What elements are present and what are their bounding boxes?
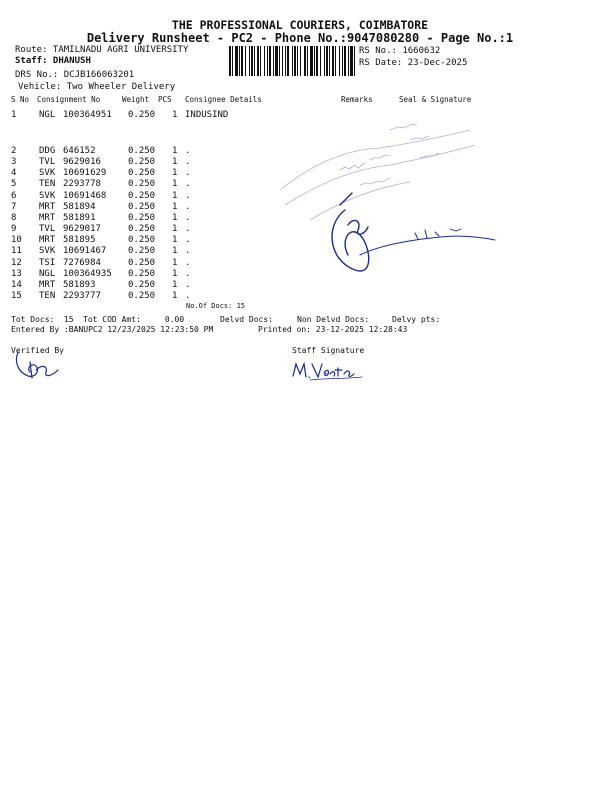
row-consignment-prefix: SVK — [39, 190, 56, 201]
staff-signature-label: Staff Signature — [292, 346, 365, 355]
row-consignee: . — [185, 279, 191, 290]
row-pcs: 1 — [172, 212, 178, 223]
row-sno: 6 — [11, 190, 17, 201]
row-consignment-prefix: MRT — [39, 201, 56, 212]
row-consignment-prefix: MRT — [39, 235, 56, 246]
row-consignment-number: 581894 — [63, 201, 96, 212]
header-pcs: PCS — [158, 95, 172, 104]
row-consignee: . — [185, 168, 191, 179]
drs-number: DRS No.: DCJB166063201 — [15, 70, 135, 80]
header-weight: Weight — [122, 95, 150, 104]
row-consignment-prefix: MRT — [39, 212, 56, 223]
row-pcs: 1 — [172, 279, 178, 290]
row-consignee: . — [185, 290, 191, 301]
staff-signature — [290, 360, 370, 385]
row-consignment-number: 581891 — [63, 212, 96, 223]
row-sno: 3 — [11, 157, 17, 168]
row-pcs: 1 — [172, 224, 178, 235]
rs-date: RS Date: 23-Dec-2025 — [359, 58, 468, 68]
row-sno: 14 — [11, 279, 22, 290]
row-weight: 0.250 — [128, 212, 156, 223]
header-consignment: Consignment No — [37, 95, 101, 104]
row-weight: 0.250 — [128, 257, 156, 268]
row-weight: 0.250 — [128, 201, 156, 212]
row-pcs: 1 — [172, 179, 178, 190]
row-pcs: 1 — [172, 146, 178, 156]
row-pcs: 1 — [172, 190, 178, 201]
non-delvd-docs: Non Delvd Docs: — [297, 315, 370, 324]
row-weight: 0.250 — [128, 179, 156, 190]
row-consignment-number: 10691629 — [63, 168, 107, 179]
row-sno: 8 — [11, 212, 17, 223]
row-consignment-number: 9629016 — [63, 157, 101, 168]
row-consignment-number: 581895 — [63, 235, 96, 246]
row-consignee: . — [185, 157, 191, 168]
row-sno: 4 — [11, 168, 17, 179]
row-consignee: . — [185, 235, 191, 246]
row-sno: 5 — [11, 179, 17, 190]
row-sno: 12 — [11, 257, 22, 268]
row-consignee: INDUSIND — [185, 110, 229, 120]
row-consignment-prefix: DDG — [39, 146, 56, 156]
row-consignment-number: 2293777 — [63, 290, 101, 301]
row-consignment-number: 100364935 — [63, 268, 112, 279]
row-weight: 0.250 — [128, 224, 156, 235]
verified-by-signature — [10, 350, 70, 390]
delvy-pts: Delvy pts: — [392, 315, 441, 324]
row-consignee: . — [185, 179, 191, 190]
row-consignment-number: 10691468 — [63, 190, 107, 201]
verified-by-label: Verified By — [11, 346, 64, 355]
row-consignee: . — [185, 246, 191, 257]
printed-on: Printed on: 23-12-2025 12:28:43 — [258, 325, 408, 334]
row-consignment-number: 646152 — [63, 146, 96, 156]
header-sno: S No — [11, 95, 30, 104]
row-sno: 11 — [11, 246, 22, 257]
row-consignment-number: 9629017 — [63, 224, 101, 235]
entered-by: Entered By :BANUPC2 12/23/2025 12:23:50 PM — [11, 325, 214, 334]
row-weight: 0.250 — [128, 157, 156, 168]
tot-cod-amount: Tot COD Amt: 0.00 — [83, 315, 185, 324]
row-weight: 0.250 — [128, 268, 156, 279]
vehicle-label: Vehicle: Two Wheeler Delivery — [18, 82, 176, 92]
row-consignment-prefix: SVK — [39, 246, 56, 257]
row-consignment-number: 10691467 — [63, 246, 107, 257]
row-pcs: 1 — [172, 246, 178, 257]
receiver-signature — [320, 185, 500, 295]
row-weight: 0.250 — [128, 246, 156, 257]
tot-docs: Tot Docs: 15 — [11, 315, 74, 324]
row-sno: 10 — [11, 235, 22, 246]
row-consignment-prefix: NGL — [39, 110, 56, 120]
row-weight: 0.250 — [128, 110, 156, 120]
row-consignment-prefix: SVK — [39, 168, 56, 179]
row-pcs: 1 — [172, 290, 178, 301]
barcode — [229, 46, 356, 76]
rs-number: RS No.: 1660632 — [359, 46, 441, 56]
row-weight: 0.250 — [128, 235, 156, 246]
row-consignee: . — [185, 190, 191, 201]
row-pcs: 1 — [172, 268, 178, 279]
row-consignee: . — [185, 268, 191, 279]
row-consignee: . — [185, 201, 191, 212]
row-weight: 0.250 — [128, 146, 156, 156]
row-consignee: . — [185, 224, 191, 235]
row-sno: 13 — [11, 268, 22, 279]
row-weight: 0.250 — [128, 190, 156, 201]
row-pcs: 1 — [172, 110, 178, 120]
row-sno: 1 — [11, 110, 17, 120]
row-consignee: . — [185, 257, 191, 268]
row-consignment-prefix: TEN — [39, 179, 56, 190]
row-consignment-number: 100364951 — [63, 110, 112, 120]
row-consignee: . — [185, 212, 191, 223]
row-sno: 15 — [11, 290, 22, 301]
row-weight: 0.250 — [128, 279, 156, 290]
row-consignment-prefix: NGL — [39, 268, 56, 279]
header-consignee: Consignee Details — [185, 95, 262, 104]
row-sno: 7 — [11, 201, 17, 212]
row-sno: 9 — [11, 224, 17, 235]
row-consignment-prefix: MRT — [39, 279, 56, 290]
header-seal: Seal & Signature — [399, 95, 472, 104]
row-consignment-number: 7276984 — [63, 257, 101, 268]
row-sno: 2 — [11, 146, 17, 156]
delvd-docs: Delvd Docs: — [220, 315, 273, 324]
document-title: THE PROFESSIONAL COURIERS, COIMBATORE — [171, 18, 429, 32]
row-pcs: 1 — [172, 235, 178, 246]
row-pcs: 1 — [172, 201, 178, 212]
row-weight: 0.250 — [128, 290, 156, 301]
row-consignee: . — [185, 146, 191, 156]
document-subtitle: Delivery Runsheet - PC2 - Phone No.:9047080280 - Page No.:1 — [86, 31, 514, 45]
row-consignment-number: 2293778 — [63, 179, 101, 190]
row-pcs: 1 — [172, 168, 178, 179]
no-of-docs: No.Of Docs: 15 — [186, 302, 246, 310]
row-pcs: 1 — [172, 257, 178, 268]
route-label: Route: TAMILNADU AGRI UNIVERSITY — [15, 45, 189, 55]
row-consignment-prefix: TVL — [39, 224, 56, 235]
staff-label: Staff: DHANUSH — [15, 56, 91, 66]
row-consignment-prefix: TSI — [39, 257, 56, 268]
row-consignment-prefix: TEN — [39, 290, 56, 301]
header-remarks: Remarks — [341, 95, 373, 104]
row-pcs: 1 — [172, 157, 178, 168]
row-consignment-number: 581893 — [63, 279, 96, 290]
row-consignment-prefix: TVL — [39, 157, 56, 168]
row-weight: 0.250 — [128, 168, 156, 179]
